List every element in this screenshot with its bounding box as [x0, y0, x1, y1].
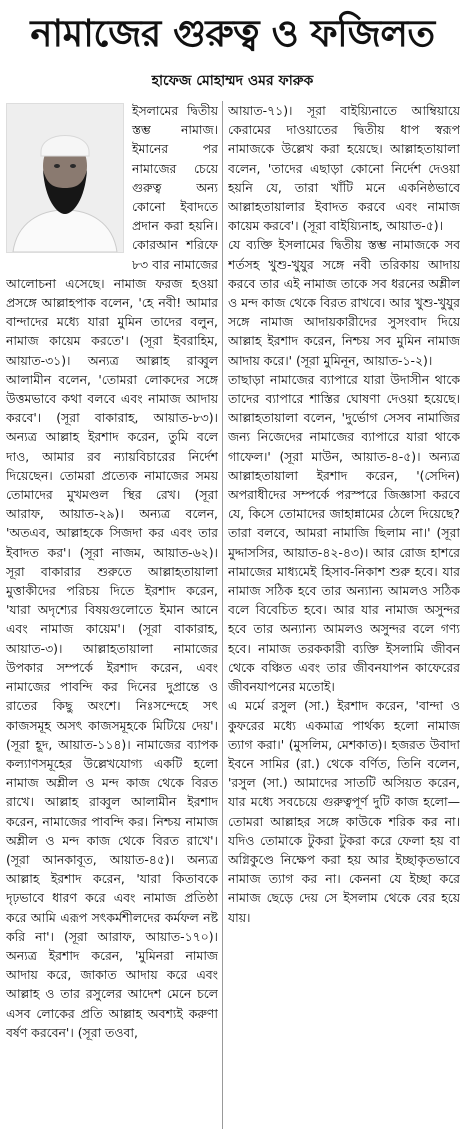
body-paragraph: ইসলামের দ্বিতীয় স্তম্ভ নামাজ। ইমানের পর নামাজের চেয়ে গুরুত্ব অন্য কোনো ইবাদতে প্রদান করা হয়নি। কোরআন শরিফে ৮৩ বার নামাজের আলোচনা এসেছে। নামাজ ফরজ হওয়া প্রসঙ্গে আল্লাহপাক বলেন, 'হে নবী! আমার বান্দাদের মধ্যে যারা মুমিন তাদের বলুন, নামাজ কায়েম করতে'। (সূরা ইবরাহিম, আয়াত-৩১)। অন্যত্র আল্লাহ রাব্বুল আলামীন বলেন, 'তোমরা লোকদের সঙ্গে উত্তমভাবে কথা বলবে এবং নামাজ আদায় করবে'। (সূরা বাকারাহ, আয়াত-৮৩)। অন্যত্র আল্লাহ ইরশাদ করেন, তুমি বলে দাও, আমার রব ন্যায়বিচারের নির্দেশ দিয়েছেন। তোমরা প্রত্যেক নামাজের সময় তোমাদের মুখমণ্ডল স্থির রেখ। (সূরা আরাফ, আয়াত-২৯)। অন্যত্র বলেন, 'অতএব, আল্লাহকে সিজদা কর এবং তার ইবাদত কর'। (সূরা নাজম, আয়াত-৬২)। সূরা বাকারার শুরুতে আল্লাহতায়ালা মুত্তাকীদের পরিচয় দিতে ইরশাদ করেন, 'যারা অদৃশ্যের বিষয়গুলোতে ইমান আনে এবং নামাজ কায়েম'। (সূরা বাকারাহ, আয়াত-৩)। আল্লাহতায়ালা নামাজের উপকার সম্পর্কে ইরশাদ করেন, এবং নামাজের পাবন্দি কর দিনের দুপ্রান্তে ও রাতের কিছু অংশে। নিঃসন্দেহে সৎ কাজসমূহ অসৎ কাজসমূহকে মিটিয়ে দেয়'। (সূরা হূদ, আয়াত-১১৪)। নামাজের ব্যাপক কল্যাণসমূহের উল্লেখযোগ্য একটি হলো নামাজ অশ্লীল ও মন্দ কাজ থেকে বিরত রাখে। আল্লাহ রাব্বুল আলামীন ইরশাদ করেন, নামাজের পাবন্দি কর। নিশ্চয় নামাজ অশ্লীল ও মন্দ কাজ থেকে বিরত রাখে'। (সূরা আনকাবূত, আয়াত-৪৫)। অন্যত্র আল্লাহ ইরশাদ করেন, 'যারা কিতাবকে দৃঢ়ভাবে ধারণ করে এবং নামাজ প্রতিষ্ঠা করে আমি এরূপ সৎকর্মশীলদের কর্মফল নষ্ট করি না'। (সূরা আরাফ, আয়াত-১৭০)। অন্যত্র ইরশাদ করেন, 'মুমিনরা নামাজ আদায় করে, জাকাত আদায় করে এবং আল্লাহ ও তার রসুলের আদেশ মেনে চলে এসব লোকের প্রতি আল্লাহ অবশ্যই করুণা বর্ষণ করবেন'। (সূরা তওবা, — [6, 103, 218, 1040]
article-byline: হাফেজ মোহাম্মদ ওমর ফারুক — [151, 73, 314, 89]
body-paragraph: যে ব্যক্তি ইসলামের দ্বিতীয় স্তম্ভ নামাজকে সব শর্তসহ খুশু-খুযুর সঙ্গে নবী তরিকায় আদায় করবে তার এই নামাজ তাকে সব ধরনের অশ্লীল ও মন্দ কাজ থেকে বিরত রাখবে। আর খুশু-খুযুর সঙ্গে নামাজ আদায়কারীদের সুসংবাদ দিয়ে আল্লাহ ইরশাদ করেন, নিশ্চয় সব মুমিন নামাজ আদায় করে।' (সূরা মুমিনূন, আয়াত-১-২)। — [228, 237, 460, 368]
column-divider — [222, 101, 223, 1129]
article-column-left — [6, 101, 218, 1131]
author-portrait-image — [7, 104, 123, 252]
body-paragraph: এ মর্মে রসুল (সা.) ইরশাদ করেন, 'বান্দা ও কুফরের মধ্যে একমাত্র পার্থক্য হলো নামাজ ত্যাগ করা।' (মুসলিম, মেশকাত)। হজরত উবাদা ইবনে সামির (রা.) থেকে বর্ণিত, তিনি বলেন, 'রসুল (সা.) আমাদের সাতটি অসিয়ত করেন, যার মধ্যে সবচেয়ে গুরুত্বপূর্ণ দুটি কাজ হলো— তোমরা আল্লাহর সঙ্গে কাউকে শরিক কর না। যদিও তোমাকে টুকরা টুকরা করে ফেলা হয় বা অগ্নিকুণ্ডে নিক্ষেপ করা হয় আর ইচ্ছাকৃতভাবে নামাজ ত্যাগ কর না। কেননা যে ইচ্ছা করে নামাজ ছেড়ে দেয় সে ইসলাম থেকে বের হয়ে যায়। — [228, 698, 460, 925]
author-photo — [6, 103, 124, 253]
body-paragraph: তাছাড়া নামাজের ব্যাপারে যারা উদাসীন থাকে তাদের ব্যাপারে শাস্তির ঘোষণা দেওয়া হয়েছে। আল্লাহতায়ালা বলেন, 'দুর্ভোগ সেসব নামাজির জন্য নিজেদের নামাজের ব্যাপারে যারা থাকে গাফেল।' (সূরা মাউন, আয়াত-৪-৫)। অন্যত্র আল্লাহতায়ালা ইরশাদ করেন, '(সেদিন) অপরাধীদের সম্পর্কে পরস্পরে জিজ্ঞাসা করবে যে, কিসে তোমাদের জাহান্নামের ঠেলে দিয়েছে? তারা বলবে, আমরা নামাজি ছিলাম না।' (সূরা মুদ্দাসসির, আয়াত-৪২-৪৩)। আর রোজ হাশরে নামাজের মাধ্যমেই হিসাব-নিকাশ শুরু হবে। যার নামাজ সঠিক হবে তার অন্যান্য আমলও সঠিক বলে বিবেচিত হবে। আর যার নামাজ অসুন্দর হবে তার অন্যান্য আমলও অসুন্দর বলে গণ্য হবে। নামাজ তরককারী ব্যক্তি ইসলামি জীবন থেকে বঞ্চিত এবং তার জীবনযাপন কাফেরের জীবনযাপনের মতোই। — [228, 371, 460, 695]
article-column-right — [228, 101, 460, 1131]
article-headline: নামাজের গুরুত্ব ও ফজিলত — [30, 12, 435, 55]
body-paragraph: আয়াত-৭১)। সূরা বাইয়্যিনাতে আম্বিয়ায়ে কেরামের দাওয়াতের দ্বিতীয় ধাপ স্বরূপ নামাজকে উল্লেখ করা হয়েছে। আল্লাহতায়ালা বলেন, 'তাদের এছাড়া কোনো নির্দেশ দেওয়া হয়নি যে, তারা খাঁটি মনে একনিষ্ঠভাবে আল্লাহতায়ালার ইবাদত করবে এবং নামাজ কায়েম করবে'। (সূরা বাইয়্যিনাহ, আয়াত-৫)। — [228, 103, 460, 234]
